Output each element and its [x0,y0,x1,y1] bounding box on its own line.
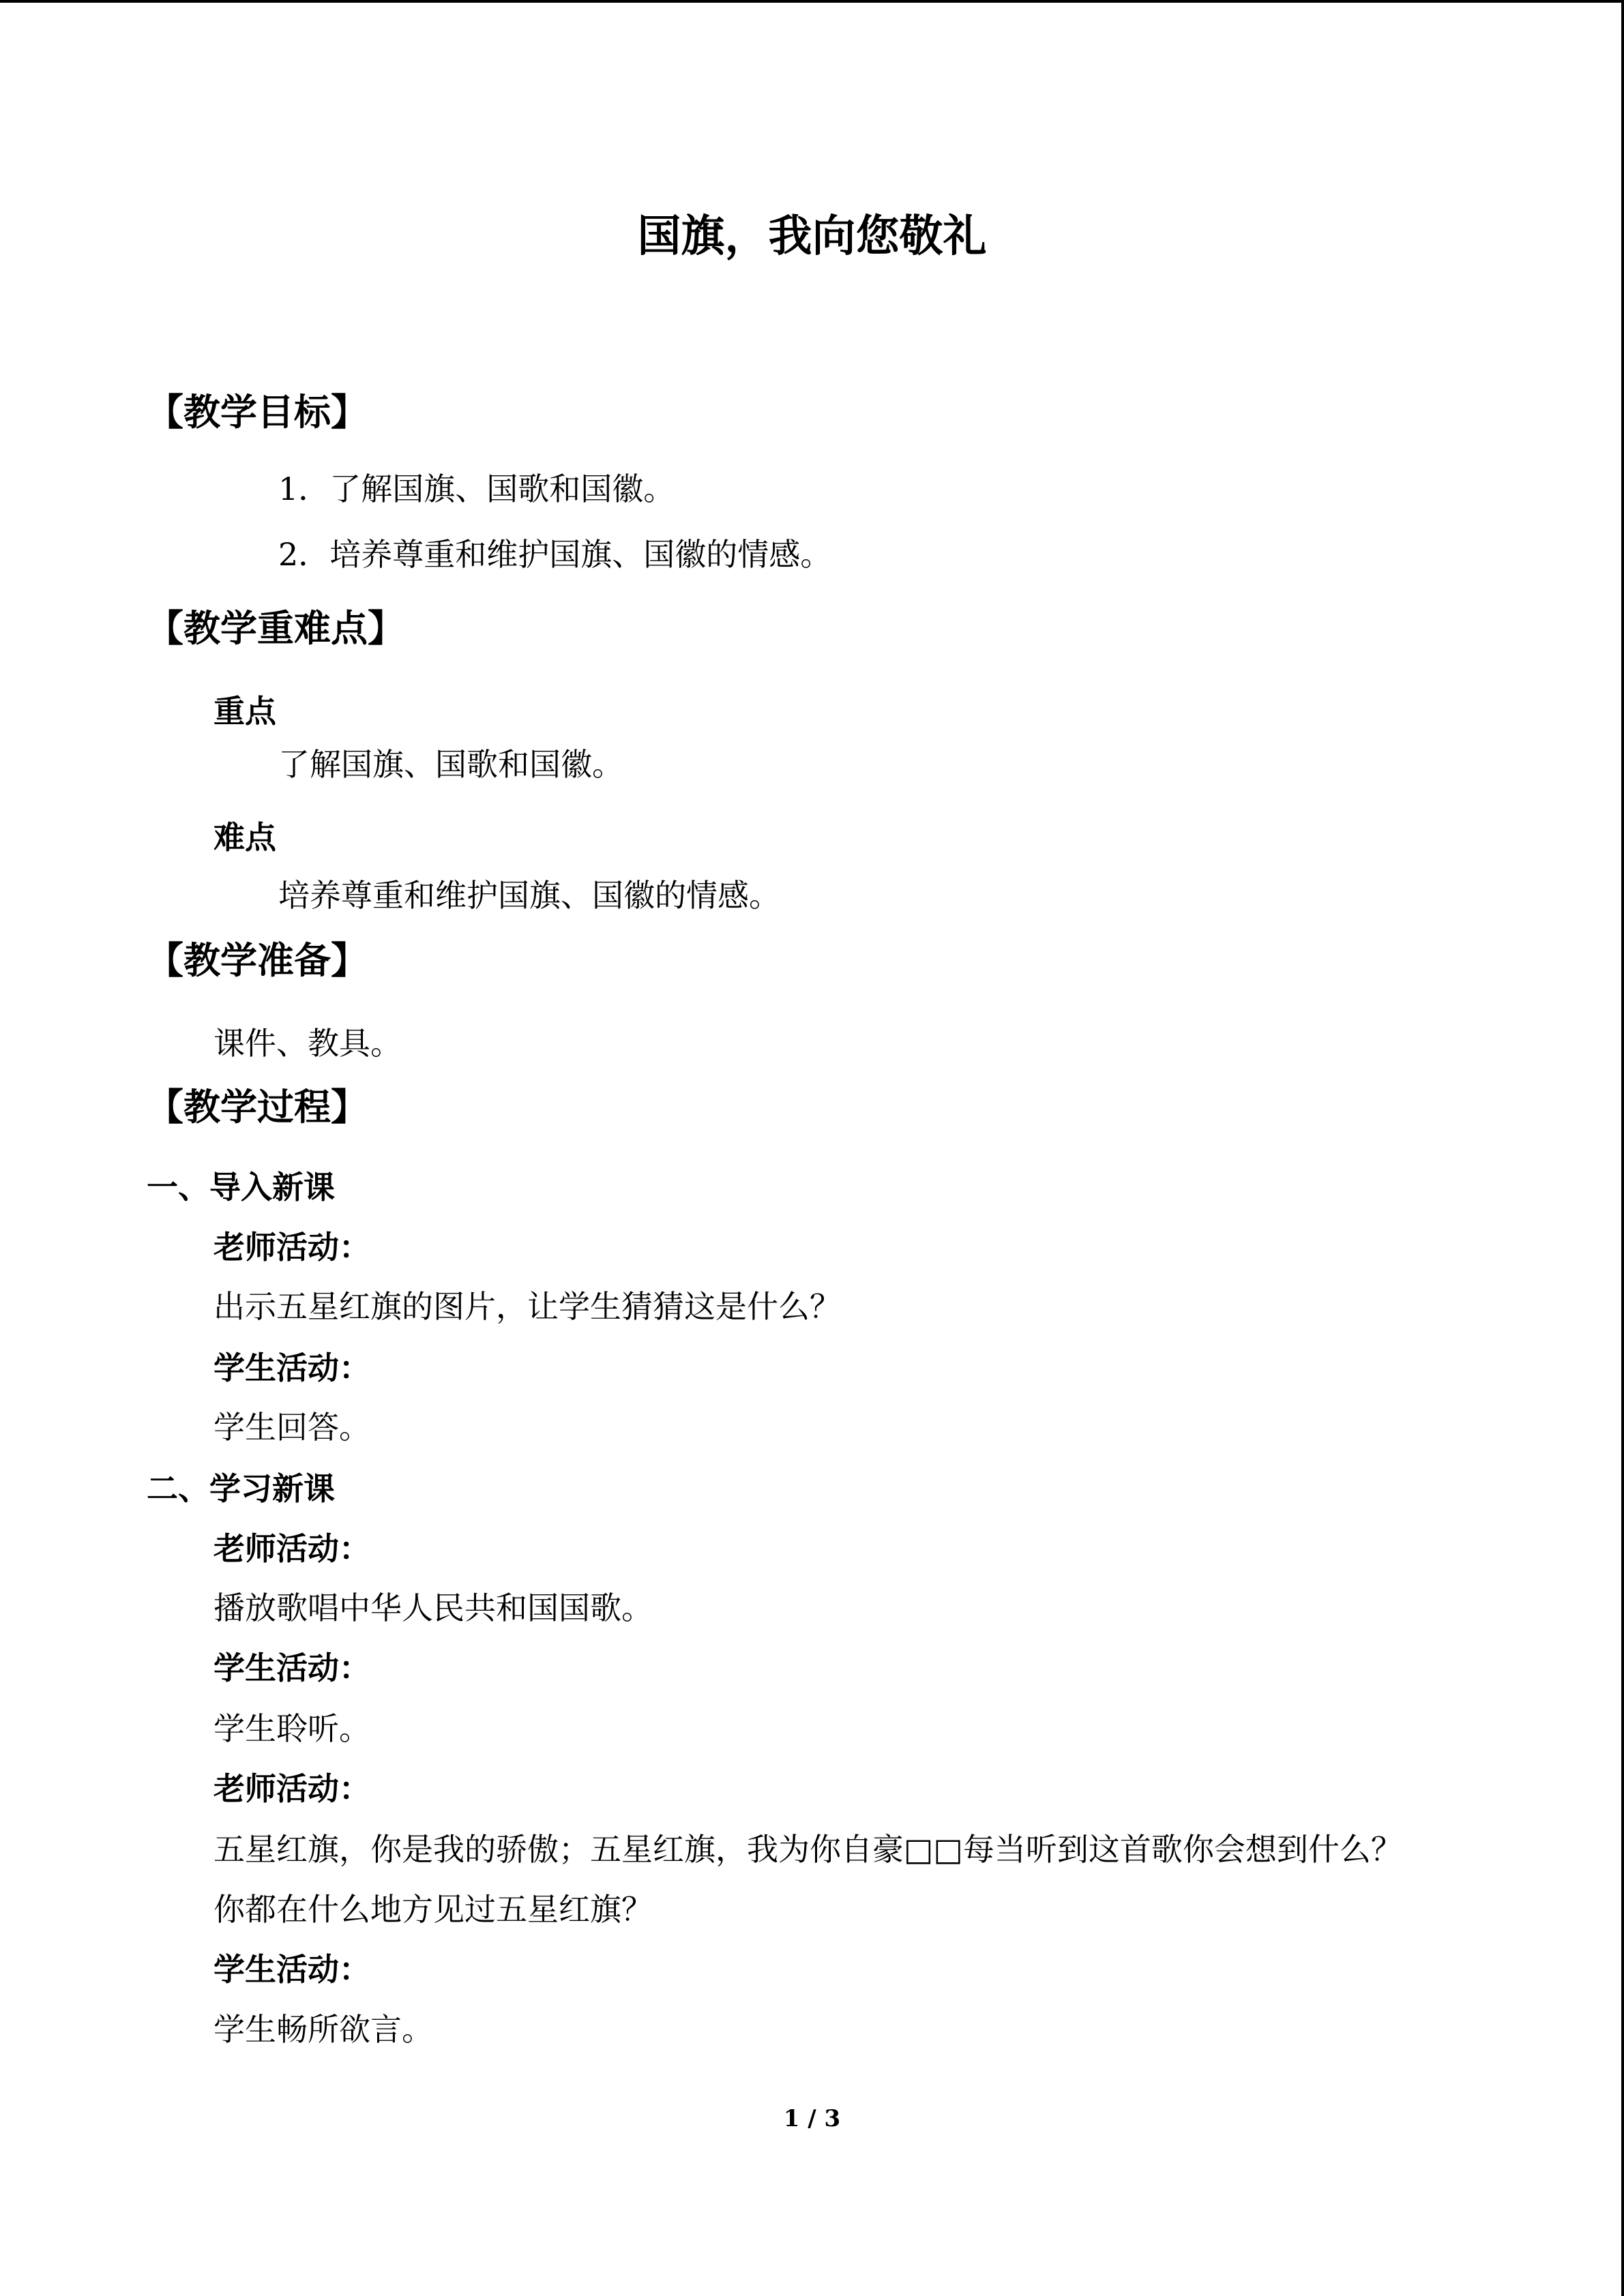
teacher-activity-text-continued: 你都在什么地方见过五星红旗？ [213,1891,653,1928]
goal-item-2: 2．培养尊重和维护国旗、国徽的情感。 [278,536,832,573]
student-activity-text: 学生聆听。 [213,1710,370,1747]
teacher-activity-text: 播放歌唱中华人民共和国国歌。 [213,1590,653,1626]
teacher-activity-label: 老师活动： [213,1770,370,1807]
document-title: 国旗，我向您敬礼 [637,211,987,262]
teacher-activity-text: 出示五星红旗的图片，让学生猜猜这是什么？ [213,1288,841,1325]
goal-item-1: 1．了解国旗、国歌和国徽。 [278,471,675,507]
teacher-activity-text: 五星红旗，你是我的骄傲；五星红旗，我为你自豪□□每当听到这首歌你会想到什么？ [213,1831,1402,1868]
section-heading-key-points: 【教学重难点】 [147,607,404,650]
student-activity-label: 学生活动： [213,1350,370,1386]
page-number: 1 / 3 [783,2105,841,2132]
focus-text: 了解国旗、国歌和国徽。 [278,746,623,783]
student-activity-label: 学生活动： [213,1650,370,1686]
process-part2-heading: 二、学习新课 [147,1470,335,1507]
preparation-text: 课件、教具。 [213,1025,402,1062]
process-part1-heading: 一、导入新课 [147,1169,335,1206]
teacher-activity-label: 老师活动： [213,1229,370,1266]
teacher-activity-label: 老师活动： [213,1530,370,1567]
student-activity-text: 学生回答。 [213,1409,370,1446]
focus-label: 重点 [213,693,276,730]
difficulty-text: 培养尊重和维护国旗、国徽的情感。 [278,877,780,914]
section-heading-goals: 【教学目标】 [147,391,368,434]
difficulty-label: 难点 [213,819,276,856]
section-heading-process: 【教学过程】 [147,1086,368,1129]
right-border [1621,0,1624,2296]
student-activity-text: 学生畅所欲言。 [213,2011,433,2048]
top-border [0,0,1624,3]
section-heading-preparation: 【教学准备】 [147,939,368,982]
student-activity-label: 学生活动： [213,1951,370,1988]
